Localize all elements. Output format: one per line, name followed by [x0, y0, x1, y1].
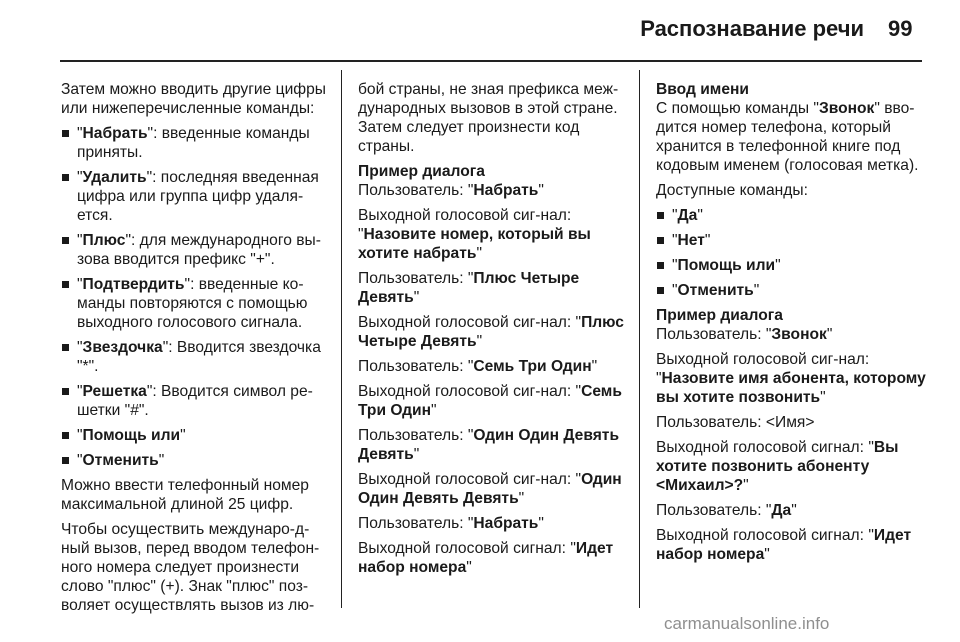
name-entry-intro: С помощью команды "Звонок" вво-дится номер телефона, который хранится в телефонной книге под кодовым именем (голосовая метка).	[656, 100, 919, 174]
command-name: Помощь или	[82, 427, 181, 444]
max-length-text: Можно ввести телефонный номер максимальной длиной 25 цифр.	[61, 477, 309, 513]
list-item: "Набрать": введенные команды приняты.	[61, 124, 331, 162]
dialog-line: Пользователь: "Да"	[656, 502, 797, 519]
dialog-line: Выходной голосовой сиг-нал: "Один Один Девять Девять"	[358, 471, 622, 507]
dialog-line: Выходной голосовой сигнал: "Идет набор номера"	[358, 540, 614, 576]
dialog-line: Выходной голосовой сиг-нал: "Назовите номер, который вы хотите набрать"	[358, 207, 591, 262]
dialog-heading: Пример диалога	[358, 163, 485, 180]
column-3	[656, 80, 926, 570]
dialog-line: Пользователь: "Один Один Девять Девять"	[358, 427, 620, 463]
list-item: "Плюс": для международного вы-зова вводится префикс "+".	[61, 231, 331, 269]
command-name: Подтвердить	[82, 276, 185, 293]
dialog-line: Пользователь: "Звонок"	[656, 326, 833, 343]
page-number: 99	[888, 16, 913, 41]
command-desc: : последняя введенная цифра или группа цифр удаля-ется.	[77, 169, 319, 224]
command-name: Удалить	[82, 169, 147, 186]
dialog-line: Пользователь: <Имя>	[656, 414, 815, 431]
available-command-list	[656, 206, 926, 300]
dialog-line: Выходной голосовой сигнал: "Идет набор номера"	[656, 527, 912, 563]
list-item: "Звездочка": Вводится звездочка "*".	[61, 338, 331, 376]
dialog-line: Пользователь: "Семь Три Один"	[358, 358, 598, 375]
section-title: Ввод имени	[656, 81, 749, 98]
dialog-line: Выходной голосовой сиг-нал: "Плюс Четыре Девять"	[358, 314, 624, 350]
command-name: Набрать	[82, 125, 148, 142]
continuation-text: бой страны, не зная префикса меж-дународных вызовов в этой стране. Затем следует произнести код страны.	[358, 81, 619, 155]
page-title: Распознавание речи	[640, 16, 864, 41]
intro-text: Затем можно вводить другие цифры или нижеперечисленные команды:	[61, 81, 326, 117]
dialog-heading-block	[358, 162, 630, 181]
command-desc: : введенные ко-манды повторяются с помощью выходного голосового сигнала.	[77, 276, 308, 331]
command-list	[61, 124, 331, 470]
dialog-line: Пользователь: "Набрать"	[358, 515, 544, 532]
list-item: "Удалить": последняя введенная цифра или группа цифр удаля-ется.	[61, 168, 331, 225]
dialog-line: Выходной голосовой сигнал: "Вы хотите позвонить абоненту <Михаил>?"	[656, 439, 899, 494]
column-divider-1	[341, 70, 342, 608]
command-desc: : Вводится звездочка "*".	[77, 339, 321, 375]
dialog-line: Выходной голосовой сиг-нал: "Назовите имя абонента, которому вы хотите позвонить"	[656, 351, 926, 406]
list-item: "Да"	[656, 206, 926, 225]
command-name: Решетка	[82, 383, 147, 400]
dialog-heading-block	[656, 306, 926, 325]
dialog-line: Выходной голосовой сиг-нал: "Семь Три Один"	[358, 383, 622, 419]
command-name: Плюс	[82, 232, 126, 249]
command-name: Отменить	[82, 452, 159, 469]
list-item: "Помощь или"	[656, 256, 926, 275]
section-title-block	[656, 80, 926, 99]
column-1	[61, 80, 331, 621]
command-desc: : Вводится символ ре-шетки "#".	[77, 383, 313, 419]
column-2	[358, 80, 630, 583]
international-call-text: Чтобы осуществить междунаро-д-ный вызов, перед вводом телефон-ного номера следует произнести слово "плюс" (+). Знак "плюс" поз-воляет осуществлять вызов из лю-	[61, 521, 320, 614]
list-item: "Нет"	[656, 231, 926, 250]
list-item: "Отменить"	[61, 451, 331, 470]
column-divider-2	[639, 70, 640, 608]
command-desc: : введенные команды приняты.	[77, 125, 310, 161]
dialog-heading: Пример диалога	[656, 307, 783, 324]
list-item: "Подтвердить": введенные ко-манды повторяются с помощью выходного голосового сигнала.	[61, 275, 331, 332]
dialog-line: Пользователь: "Плюс Четыре Девять"	[358, 270, 580, 306]
available-commands-label: Доступные команды:	[656, 182, 808, 199]
watermark: carmanualsonline.info	[664, 614, 830, 633]
header-rule	[60, 60, 922, 62]
list-item: "Решетка": Вводится символ ре-шетки "#".	[61, 382, 331, 420]
dialog-line: Пользователь: "Набрать"	[358, 182, 544, 199]
list-item: "Помощь или"	[61, 426, 331, 445]
command-name: Звездочка	[82, 339, 163, 356]
command-desc: : для международного вы-зова вводится префикс "+".	[77, 232, 321, 268]
list-item: "Отменить"	[656, 281, 926, 300]
